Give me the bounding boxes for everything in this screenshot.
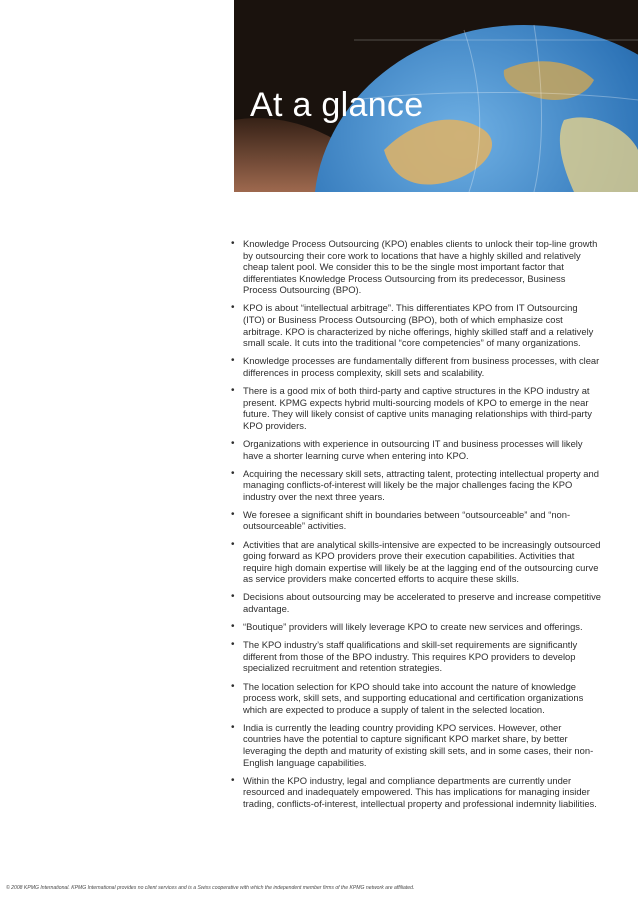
list-item (231, 681, 601, 716)
list-item-text: The KPO industry’s staff qualifications and skill-set requirements are significantly different from those of the BPO industry. This requires KPO providers to develop specialized recruitment and retention strategies. (243, 639, 578, 674)
list-item-text: Knowledge processes are fundamentally different from business processes, with clear differences in process complexity, skill sets and scalability. (243, 355, 600, 378)
list-item (231, 639, 601, 674)
list-item (231, 509, 601, 532)
list-item-text: KPO is about “intellectual arbitrage”. This differentiates KPO from IT Outsourcing (ITO) or Business Process Outsourcing (BPO), both of which emphasize cost arbitrage. KPO is characterized by niche offerings, highly skilled staff and a relatively small scale. It cuts into the traditional “core competencies” of many organizations. (243, 302, 594, 349)
list-item (231, 438, 601, 461)
bullet-icon: • (231, 355, 235, 367)
bullet-icon: • (231, 467, 235, 479)
bullet-icon: • (231, 437, 235, 449)
bullet-icon: • (231, 774, 235, 786)
hero-image (234, 0, 638, 192)
list-item-text: Organizations with experience in outsourcing IT and business processes will likely have a shorter learning curve when entering into KPO. (243, 437, 583, 461)
key-findings-list (231, 238, 601, 816)
bullet-icon: • (231, 721, 235, 733)
bullet-icon: • (231, 639, 235, 651)
bullet-icon: • (231, 238, 235, 249)
list-item (231, 621, 601, 633)
list-item-text: There is a good mix of both third-party and captive structures in the KPO industry at present. KPMG expects hybrid multi-sourcing models of KPO to emerge in the near future. They will likely consist of captive units managing relationships with third-party KPO providers. (243, 385, 592, 431)
bullet-icon: • (231, 591, 235, 603)
list-item (231, 539, 601, 585)
list-item (231, 238, 601, 296)
list-item-text: Within the KPO industry, legal and compliance departments are currently under resourced and inadequately empowered. This has implications for managing insider trading, conflicts-of-interest, intellectual property and professional indemnity liabilities. (243, 774, 597, 809)
list-item-text: Activities that are analytical skills-intensive are expected to be increasingly outsourced going forward as KPO providers prove their execution capabilities. Activities that require high domain expertise will likely be at the lagging end of the outsourcing curve as service providers make concerted efforts to acquire these skills. (243, 538, 601, 585)
list-item (231, 302, 601, 348)
bullet-icon: • (231, 621, 235, 633)
list-item (231, 385, 601, 431)
bullet-icon: • (231, 385, 235, 397)
list-item-text: The location selection for KPO should take into account the nature of knowledge process work, skill sets, and supporting educational and certification organizations which are expected to produce a supply of talent in the selected location. (243, 680, 584, 715)
bullet-icon: • (231, 302, 235, 314)
list-item-text: Knowledge Process Outsourcing (KPO) enables clients to unlock their top-line growth by outsourcing their core work to locations that have a highly skilled and relatively cheap talent pool. We consider this to be the single most important factor that differentiates Knowledge Process Outsourcing from its predecessor, Business Process Outsourcing (BPO). (243, 238, 598, 296)
list-item-text: “Boutique” providers will likely leverage KPO to create new services and offerings. (243, 621, 583, 633)
copyright-footer: © 2008 KPMG International. KPMG International provides no client services and is a Swiss cooperative with which the independent member firms of the KPMG network are affiliated. (6, 885, 415, 891)
bullet-icon: • (231, 508, 235, 520)
bullet-icon: • (231, 538, 235, 550)
list-item (231, 591, 601, 614)
list-item (231, 722, 601, 768)
list-item-text: We foresee a significant shift in boundaries between “outsourceable” and “non-outsourceable” activities. (243, 508, 571, 532)
list-item (231, 775, 601, 810)
list-item (231, 468, 601, 503)
list-item-text: Acquiring the necessary skill sets, attracting talent, protecting intellectual property and managing conflicts-of-interest will likely be the major challenges facing the KPO industry over the next three years. (243, 467, 599, 502)
list-item-text: Decisions about outsourcing may be accelerated to preserve and increase competitive advantage. (243, 591, 602, 615)
list-item (231, 355, 601, 378)
list-item-text: India is currently the leading country providing KPO services. However, other countries have the potential to capture significant KPO market share, by better leveraging the depth and maturity of existing skill sets, and in some cases, their non-English language capabilities. (243, 721, 594, 768)
bullet-icon: • (231, 680, 235, 692)
page-title: At a glance (250, 86, 424, 124)
